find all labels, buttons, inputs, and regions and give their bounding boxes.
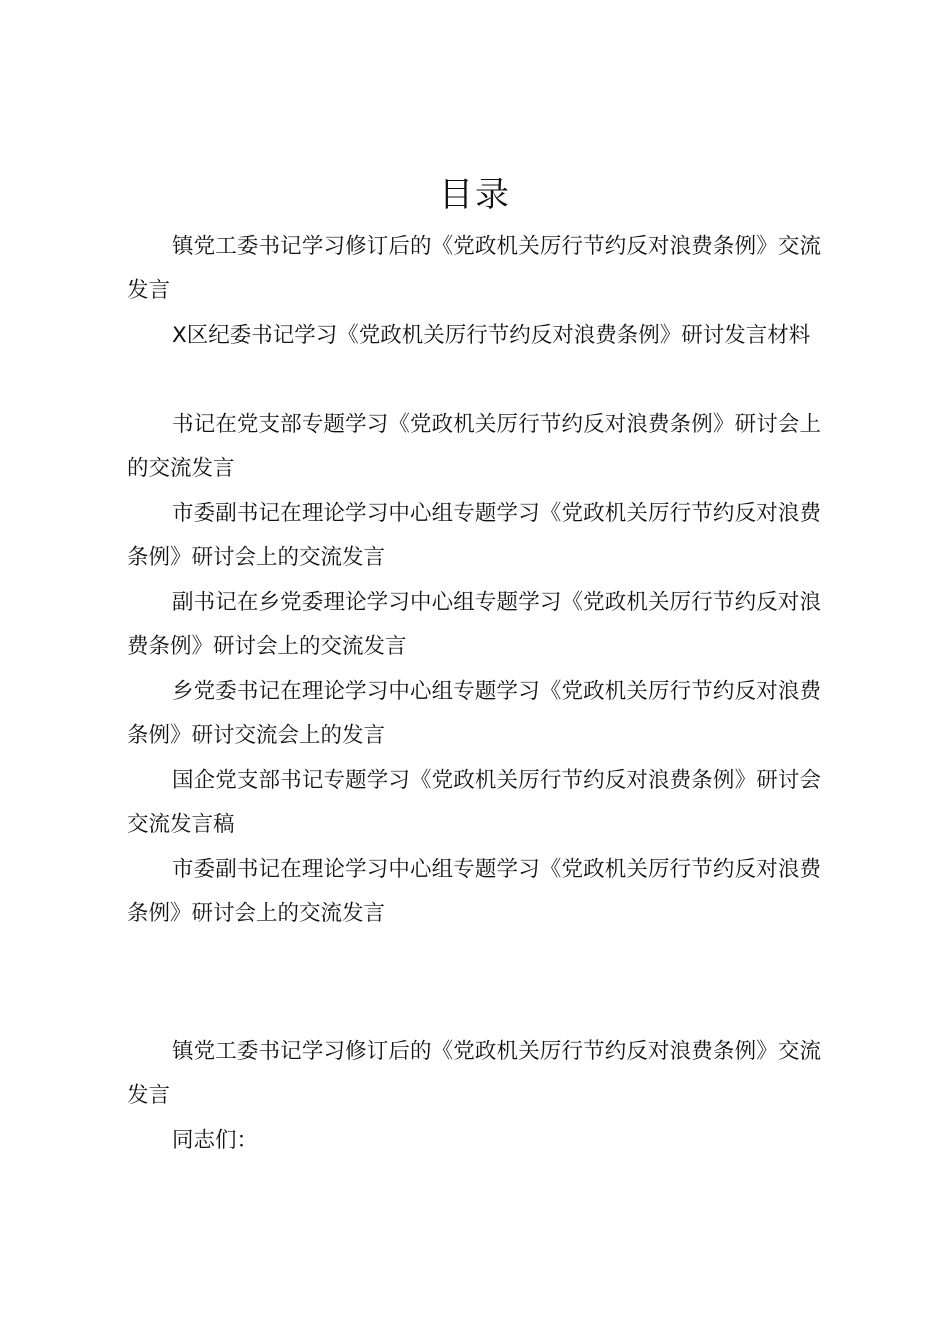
toc-item: 镇党工委书记学习修订后的《党政机关厉行节约反对浪费条例》交流发言 — [127, 234, 821, 303]
toc-item: 市委副书记在理论学习中心组专题学习《党政机关厉行节约反对浪费条例》研讨会上的交流发言 — [127, 857, 821, 926]
toc-item: 国企党支部书记专题学习《党政机关厉行节约反对浪费条例》研讨会交流发言稿 — [127, 768, 821, 837]
speech-heading: 镇党工委书记学习修订后的《党政机关厉行节约反对浪费条例》交流发言 — [127, 1039, 821, 1108]
toc-item: X区纪委书记学习《党政机关厉行节约反对浪费条例》研讨发言材料 — [172, 323, 811, 348]
toc-item: 市委副书记在理论学习中心组专题学习《党政机关厉行节约反对浪费条例》研讨会上的交流发言 — [127, 501, 821, 570]
toc-title: 目录 — [439, 175, 511, 215]
speech-salutation: 同志们： — [172, 1128, 259, 1153]
toc-item: 书记在党支部专题学习《党政机关厉行节约反对浪费条例》研讨会上的交流发言 — [127, 412, 821, 481]
toc-item: 乡党委书记在理论学习中心组专题学习《党政机关厉行节约反对浪费条例》研讨交流会上的发言 — [127, 679, 821, 748]
toc-item: 副书记在乡党委理论学习中心组专题学习《党政机关厉行节约反对浪费条例》研讨会上的交流发言 — [127, 590, 821, 659]
